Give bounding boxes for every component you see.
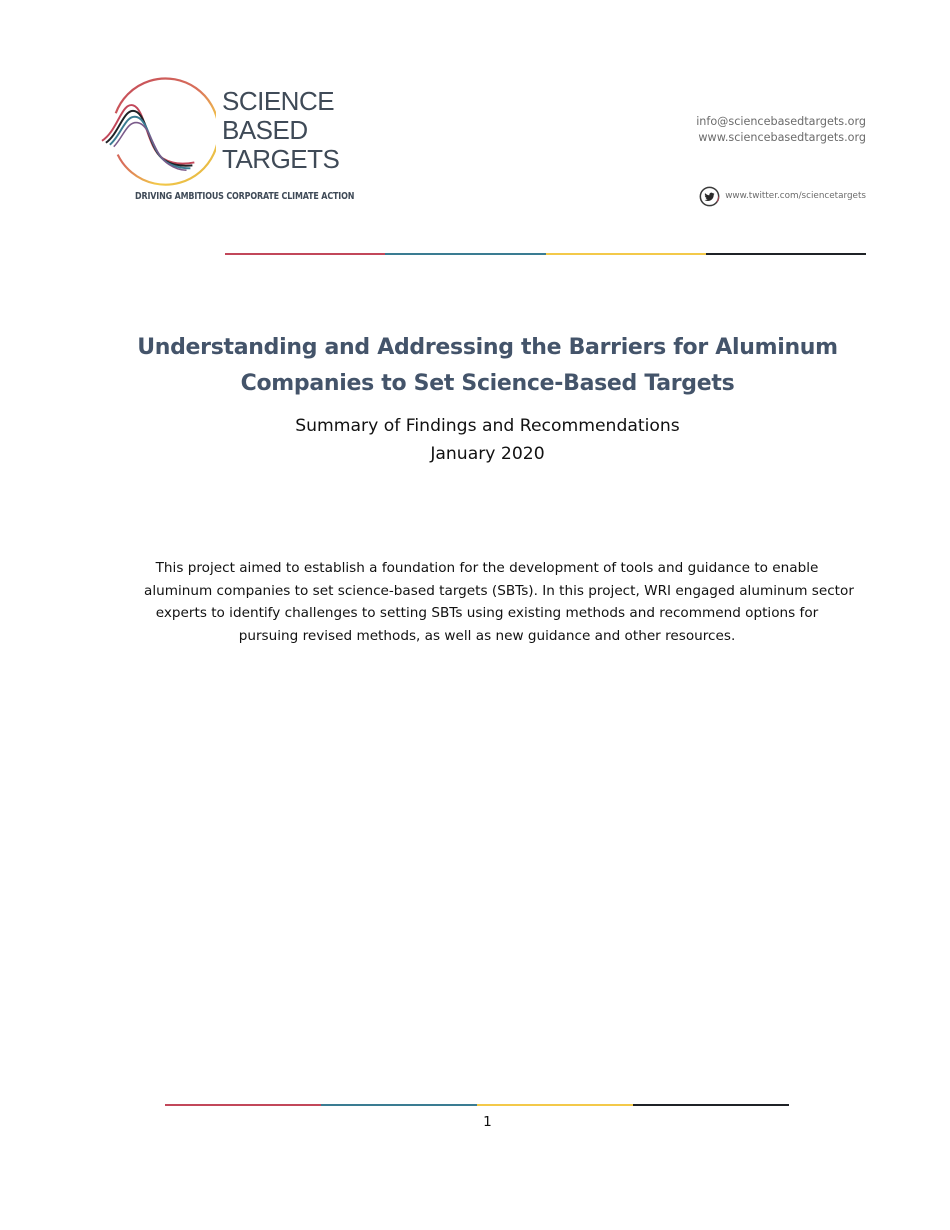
contact-website[interactable]: www.sciencebasedtargets.org — [698, 131, 866, 144]
twitter-icon — [699, 186, 720, 207]
footer-divider — [165, 1104, 789, 1106]
summary-line: experts to identify challenges to setting SBTs using existing methods and recommend options for — [155, 605, 819, 622]
document-title-line-2: Companies to Set Science-Based Targets — [240, 371, 735, 396]
logo-icon — [98, 72, 216, 186]
header-divider — [225, 253, 866, 255]
logo-word-based: BASED — [222, 115, 308, 145]
logo-tagline: DRIVING AMBITIOUS CORPORATE CLIMATE ACTION — [135, 191, 355, 202]
document-date: January 2020 — [430, 444, 545, 464]
logo-word-targets: TARGETS — [222, 144, 340, 174]
logo-word-science: SCIENCE — [222, 86, 335, 116]
twitter-url: www.twitter.com/sciencetargets — [725, 191, 866, 201]
page-number: 1 — [483, 1114, 492, 1130]
document-subtitle: Summary of Findings and Recommendations — [295, 416, 680, 436]
summary-line: aluminum companies to set science-based targets (SBTs). In this project, WRI engaged aluminum sector — [144, 582, 854, 599]
summary-line: pursuing revised methods, as well as new guidance and other resources. — [238, 628, 736, 645]
contact-email[interactable]: info@sciencebasedtargets.org — [696, 115, 866, 128]
summary-line: This project aimed to establish a foundation for the development of tools and guidance to enable — [155, 560, 819, 576]
document-title-line-1: Understanding and Addressing the Barriers for Aluminum — [137, 335, 838, 360]
twitter-link[interactable] — [699, 184, 866, 208]
summary-paragraph — [144, 557, 854, 648]
